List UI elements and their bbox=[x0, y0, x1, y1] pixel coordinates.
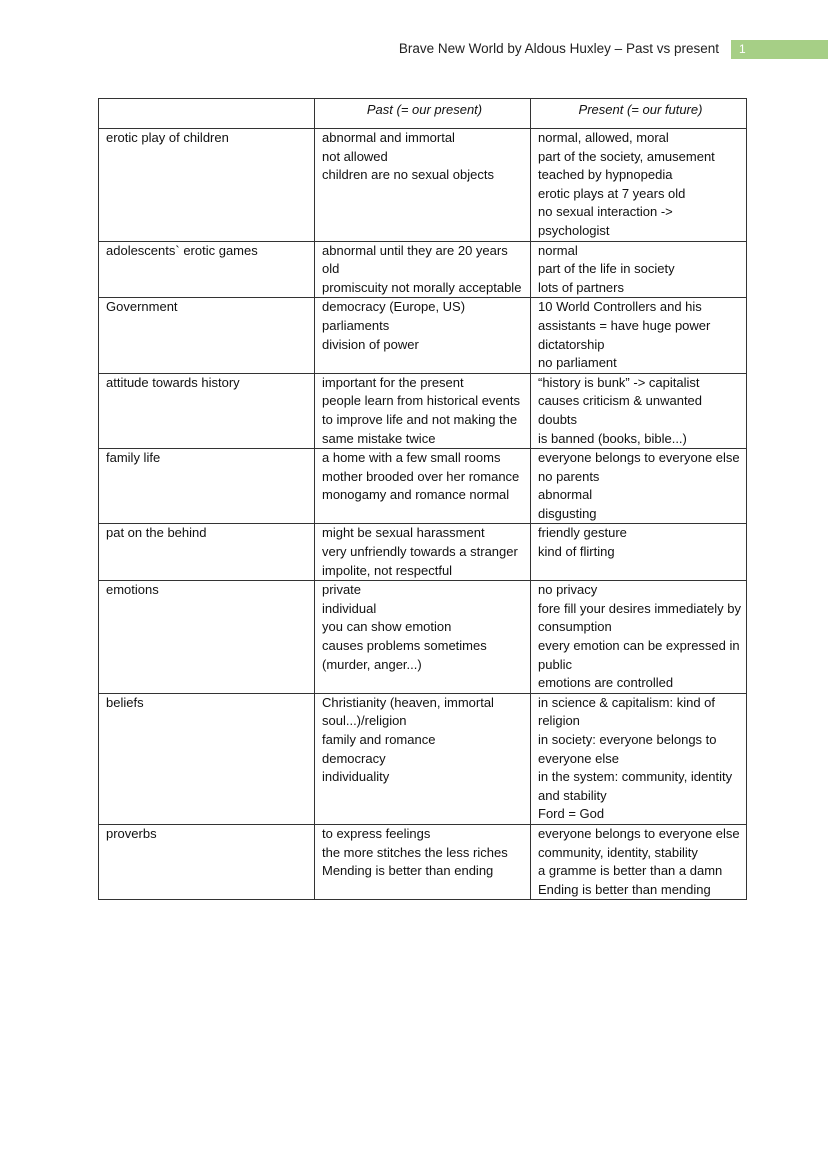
present-line: no sexual interaction -> psychologist bbox=[538, 204, 673, 238]
topic-cell: proverbs bbox=[99, 824, 315, 899]
table-row bbox=[99, 129, 747, 242]
present-line: part of the society, amusement bbox=[538, 148, 715, 164]
past-line: children are no sexual objects bbox=[322, 167, 494, 183]
present-cell bbox=[531, 524, 747, 581]
topic-cell: erotic play of children bbox=[99, 129, 315, 242]
past-line: parliaments bbox=[322, 317, 390, 333]
past-line: might be sexual harassment bbox=[322, 525, 485, 541]
present-line: community, identity, stability bbox=[538, 844, 698, 860]
present-cell bbox=[531, 298, 747, 373]
past-line: promiscuity not morally acceptable bbox=[322, 279, 522, 295]
past-line: causes problems sometimes (murder, anger...) bbox=[322, 638, 487, 672]
present-cell bbox=[531, 129, 747, 242]
present-line: “history is bunk” -> capitalist causes criticism & unwanted doubts bbox=[538, 374, 703, 427]
present-line: lots of partners bbox=[538, 279, 624, 295]
present-line: fore fill your desires immediately by consumption bbox=[538, 600, 742, 635]
past-line: abnormal and immortal bbox=[322, 130, 455, 145]
table-row bbox=[99, 449, 747, 524]
past-line: people learn from historical events to improve life and not making the same mistake twice bbox=[322, 393, 520, 446]
column-header-present: Present (= our future) bbox=[531, 99, 747, 129]
table-header-row bbox=[99, 99, 747, 129]
past-line: very unfriendly towards a stranger bbox=[322, 544, 518, 560]
present-cell bbox=[531, 581, 747, 694]
topic-cell: pat on the behind bbox=[99, 524, 315, 581]
present-cell bbox=[531, 449, 747, 524]
table-body bbox=[99, 129, 747, 900]
past-line: mother brooded over her romance bbox=[322, 468, 520, 484]
table-row bbox=[99, 373, 747, 448]
past-cell bbox=[315, 241, 531, 298]
present-line: in society: everyone belongs to everyone else bbox=[538, 732, 717, 766]
past-cell bbox=[315, 824, 531, 899]
table-row bbox=[99, 241, 747, 298]
past-cell bbox=[315, 129, 531, 242]
present-line: emotions are controlled bbox=[538, 675, 674, 691]
table-row bbox=[99, 298, 747, 373]
past-line: the more stitches the less riches bbox=[322, 844, 508, 860]
past-cell bbox=[315, 373, 531, 448]
present-line: no parliament bbox=[538, 355, 617, 371]
table-row bbox=[99, 693, 747, 824]
column-header-past: Past (= our present) bbox=[315, 99, 531, 129]
past-line: democracy bbox=[322, 750, 386, 766]
past-line: individual bbox=[322, 600, 377, 616]
present-line: everyone belongs to everyone else bbox=[538, 450, 740, 466]
topic-cell: attitude towards history bbox=[99, 373, 315, 448]
present-cell bbox=[531, 693, 747, 824]
present-line: Ford = God bbox=[538, 806, 605, 822]
table-row bbox=[99, 524, 747, 581]
present-line: 10 World Controllers and his assistants = have huge power bbox=[538, 299, 711, 333]
past-line: Christianity (heaven, immortal soul...)/religion bbox=[322, 694, 494, 729]
topic-cell: adolescents` erotic games bbox=[99, 241, 315, 298]
present-line: kind of flirting bbox=[538, 544, 615, 560]
present-line: normal, allowed, moral bbox=[538, 130, 669, 145]
past-line: impolite, not respectful bbox=[322, 562, 453, 578]
present-line: normal bbox=[538, 242, 578, 258]
topic-cell: emotions bbox=[99, 581, 315, 694]
present-cell bbox=[531, 824, 747, 899]
present-line: in the system: community, identity and stability bbox=[538, 769, 733, 803]
present-cell bbox=[531, 373, 747, 448]
present-line: everyone belongs to everyone else bbox=[538, 825, 740, 841]
page-header bbox=[0, 40, 828, 60]
past-line: abnormal until they are 20 years old bbox=[322, 242, 508, 277]
past-line: Mending is better than ending bbox=[322, 863, 494, 879]
past-line: family and romance bbox=[322, 732, 436, 747]
present-line: is banned (books, bible...) bbox=[538, 430, 687, 446]
present-line: Ending is better than mending bbox=[538, 881, 711, 897]
present-cell bbox=[531, 241, 747, 298]
past-line: division of power bbox=[322, 336, 419, 352]
past-line: not allowed bbox=[322, 148, 388, 164]
past-line: democracy (Europe, US) bbox=[322, 299, 466, 315]
present-line: friendly gesture bbox=[538, 525, 627, 541]
column-header-topic bbox=[99, 99, 315, 129]
present-line: part of the life in society bbox=[538, 261, 675, 277]
page-number-badge: 1 bbox=[731, 40, 828, 59]
past-line: a home with a few small rooms bbox=[322, 450, 501, 466]
present-line: disgusting bbox=[538, 505, 597, 521]
present-line: no parents bbox=[538, 468, 600, 484]
table-row bbox=[99, 824, 747, 899]
past-cell bbox=[315, 449, 531, 524]
past-line: monogamy and romance normal bbox=[322, 487, 510, 503]
topic-cell: Government bbox=[99, 298, 315, 373]
present-line: every emotion can be expressed in public bbox=[538, 638, 740, 672]
topic-cell: family life bbox=[99, 449, 315, 524]
table-row bbox=[99, 581, 747, 694]
present-line: teached by hypnopedia bbox=[538, 167, 673, 183]
past-line: private bbox=[322, 582, 362, 598]
past-line: to express feelings bbox=[322, 825, 431, 841]
past-cell bbox=[315, 581, 531, 694]
present-line: dictatorship bbox=[538, 336, 605, 352]
present-line: in science & capitalism: kind of religion bbox=[538, 694, 716, 729]
document-title: Brave New World by Aldous Huxley – Past vs present bbox=[398, 41, 719, 56]
past-cell bbox=[315, 693, 531, 824]
present-line: abnormal bbox=[538, 487, 593, 503]
present-line: erotic plays at 7 years old bbox=[538, 185, 686, 201]
present-line: no privacy bbox=[538, 582, 598, 598]
past-cell bbox=[315, 524, 531, 581]
past-line: you can show emotion bbox=[322, 619, 452, 635]
topic-cell: beliefs bbox=[99, 693, 315, 824]
present-line: a gramme is better than a damn bbox=[538, 863, 723, 879]
past-line: individuality bbox=[322, 769, 390, 785]
past-line: important for the present bbox=[322, 374, 464, 390]
past-cell bbox=[315, 298, 531, 373]
comparison-table bbox=[98, 98, 747, 900]
